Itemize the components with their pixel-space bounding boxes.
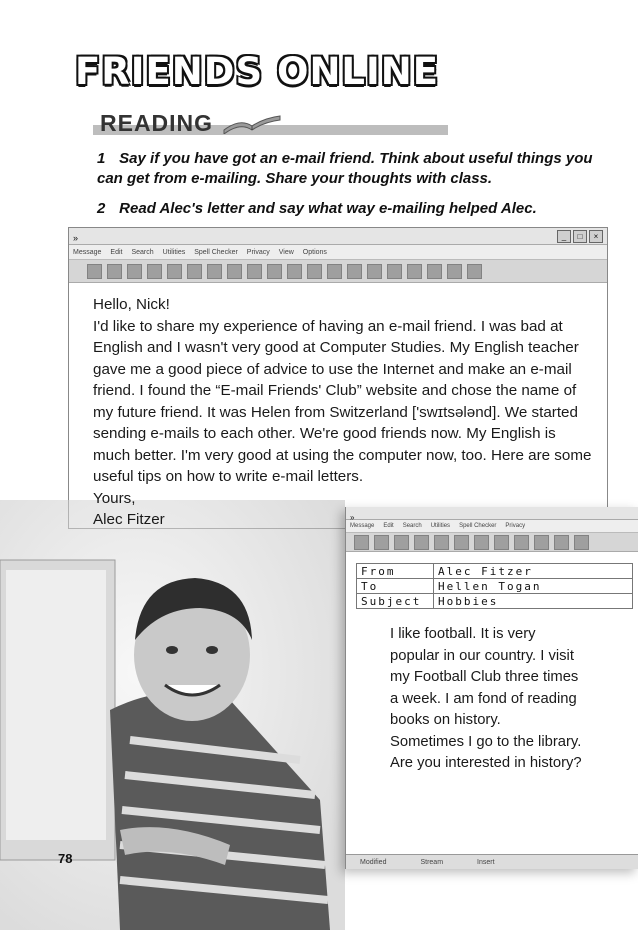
- reply-window: [345, 507, 638, 869]
- message-paragraph: I like football. It is very popular in our country. I visit my Football Club three times a week. I am fond of reading books on history.: [390, 626, 579, 728]
- letter-body: [93, 294, 593, 531]
- menu-privacy[interactable]: Privacy: [246, 248, 270, 256]
- menu-spell-checker[interactable]: Spell Checker: [194, 248, 238, 256]
- menu-privacy[interactable]: Privacy: [505, 523, 526, 529]
- tool-icon[interactable]: [187, 264, 202, 279]
- menu-edit[interactable]: Edit: [383, 523, 394, 529]
- menu-options[interactable]: Options: [302, 248, 327, 256]
- to-field[interactable]: Hellen Togan: [434, 579, 633, 594]
- status-insert: Insert: [477, 858, 495, 866]
- tool-icon[interactable]: [327, 264, 342, 279]
- menu-utilities[interactable]: Utilities: [430, 523, 451, 529]
- tool-icon[interactable]: [374, 535, 389, 550]
- tool-icon[interactable]: [354, 535, 369, 550]
- tool-icon[interactable]: [347, 264, 362, 279]
- tool-icon[interactable]: [434, 535, 449, 550]
- menu-message[interactable]: Message: [73, 248, 102, 256]
- window-icon: »: [73, 233, 79, 243]
- tool-icon[interactable]: [574, 535, 589, 550]
- open-book-icon: [222, 112, 282, 134]
- header-row-to: [357, 579, 633, 594]
- tool-icon[interactable]: [534, 535, 549, 550]
- letter-text: I'd like to share my experience of having an e-mail friend. I was bad at English and I wasn't very good at Computer Studies. My English teacher gave me a good piece of advice to use the Internet and make an e-mail friend. I found the “E-mail Friends' Club” website and chose the name of my future friend. It was Helen from Switzerland ['swɪtsələnd]. We started sending e-mails to each other. We're good friends now. My English is much better. I'm very good at using the computer now, too. Here are some useful tips on how to write e-mail letters.: [93, 317, 592, 485]
- close-icon[interactable]: ×: [589, 230, 603, 243]
- tool-icon[interactable]: [147, 264, 162, 279]
- page-title: FRIENDS ONLINE: [75, 50, 440, 93]
- from-label: From: [357, 564, 434, 579]
- status-bar: [346, 854, 638, 869]
- header-row-from: [357, 564, 633, 579]
- tool-icon[interactable]: [207, 264, 222, 279]
- menu-bar: [69, 245, 607, 260]
- tool-icon[interactable]: [514, 535, 529, 550]
- tool-icon[interactable]: [307, 264, 322, 279]
- subject-label: Subject: [357, 594, 434, 609]
- tool-icon[interactable]: [474, 535, 489, 550]
- task-2: [97, 199, 602, 219]
- tool-icon[interactable]: [107, 264, 122, 279]
- task-number: 2: [97, 200, 106, 217]
- menu-bar: [346, 520, 638, 533]
- menu-message[interactable]: Message: [350, 523, 375, 529]
- tool-icon[interactable]: [367, 264, 382, 279]
- subject-field[interactable]: Hobbies: [434, 594, 633, 609]
- message-header: [356, 563, 633, 609]
- minimize-icon[interactable]: _: [557, 230, 571, 243]
- tool-icon[interactable]: [494, 535, 509, 550]
- tool-icon[interactable]: [227, 264, 242, 279]
- tool-icon[interactable]: [87, 264, 102, 279]
- menu-search[interactable]: Search: [402, 523, 422, 529]
- tool-icon[interactable]: [454, 535, 469, 550]
- tool-icon[interactable]: [427, 264, 442, 279]
- window-titlebar: [346, 507, 638, 520]
- status-modified: Modified: [360, 858, 387, 866]
- tool-icon[interactable]: [167, 264, 182, 279]
- menu-search[interactable]: Search: [131, 248, 154, 256]
- page-number: 78: [58, 851, 73, 866]
- tool-icon[interactable]: [554, 535, 569, 550]
- letter-greeting: Hello, Nick!: [93, 296, 170, 313]
- message-body[interactable]: [390, 624, 585, 775]
- menu-edit[interactable]: Edit: [110, 248, 123, 256]
- to-label: To: [357, 579, 434, 594]
- tool-icon[interactable]: [394, 535, 409, 550]
- task-text: Say if you have got an e-mail friend. Think about useful things you can get from e-mailing. Share your thoughts with class.: [97, 150, 593, 187]
- tool-icon[interactable]: [447, 264, 462, 279]
- toolbar: [346, 533, 638, 552]
- letter-signature: Alec Fitzer: [93, 511, 165, 528]
- window-titlebar: [69, 228, 607, 245]
- maximize-icon[interactable]: □: [573, 230, 587, 243]
- tool-icon[interactable]: [127, 264, 142, 279]
- tool-icon[interactable]: [287, 264, 302, 279]
- task-1: [97, 149, 602, 189]
- menu-utilities[interactable]: Utilities: [162, 248, 186, 256]
- tool-icon[interactable]: [407, 264, 422, 279]
- tool-icon[interactable]: [467, 264, 482, 279]
- menu-view[interactable]: View: [278, 248, 294, 256]
- section-label: READING: [100, 110, 214, 136]
- letter-closing: Yours,: [93, 489, 136, 507]
- menu-spell-checker[interactable]: Spell Checker: [459, 523, 497, 529]
- window-icon: »: [350, 513, 355, 522]
- header-row-subject: [357, 594, 633, 609]
- tool-icon[interactable]: [267, 264, 282, 279]
- message-paragraph: Sometimes I go to the library. Are you interested in history?: [390, 733, 582, 771]
- boy-photo: [0, 500, 345, 930]
- task-text: Read Alec's letter and say what way e-mailing helped Alec.: [119, 200, 537, 217]
- tool-icon[interactable]: [387, 264, 402, 279]
- status-stream: Stream: [420, 858, 444, 866]
- toolbar: [69, 260, 607, 283]
- tool-icon[interactable]: [247, 264, 262, 279]
- from-field[interactable]: Alec Fitzer: [434, 564, 633, 579]
- tool-icon[interactable]: [414, 535, 429, 550]
- task-number: 1: [97, 150, 106, 167]
